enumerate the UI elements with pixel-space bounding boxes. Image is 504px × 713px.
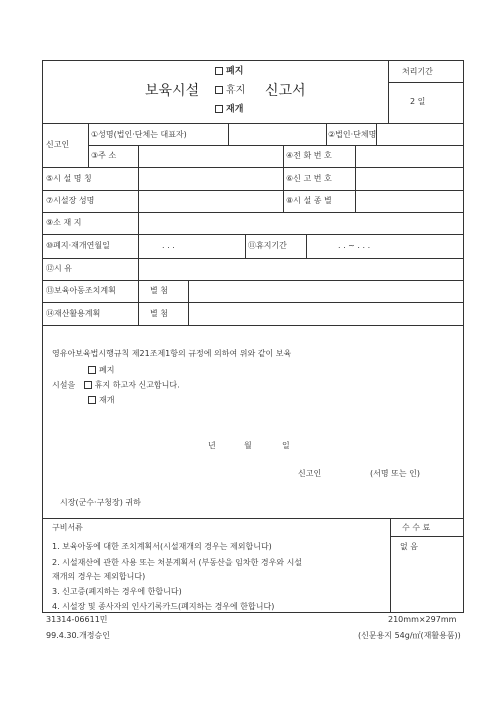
checkbox-icon <box>84 381 92 389</box>
title-prefix: 보육시설 <box>145 83 200 99</box>
paper-note: (신문용지 54g/㎡(재활용품)) <box>358 631 461 640</box>
field-closure-date-value: . . . <box>162 241 175 250</box>
checkbox-icon <box>88 396 96 404</box>
field-facility-name-label: ⑤시 설 명 칭 <box>46 174 92 183</box>
statement-line-1: 영유아보육법시행규칙 제21조제1항의 규정에 의하여 위와 같이 보육 <box>52 349 292 358</box>
statement-option-closure: 폐지 <box>88 366 114 375</box>
field-reason-label: ⑫시 유 <box>46 264 72 273</box>
checkbox-icon <box>215 67 223 75</box>
field-facility-type-label: ⑧시 설 종 별 <box>286 196 332 205</box>
fee-value: 없 음 <box>400 542 418 551</box>
field-address-label: ③주 소 <box>91 151 117 160</box>
signature-hint: (서명 또는 인) <box>370 469 420 478</box>
field-property-plan-value: 별 첨 <box>150 309 168 318</box>
field-corp-label: ②법인·단체명 <box>328 130 377 139</box>
attachment-item: 3. 신고증(폐지하는 경우에 한합니다) <box>52 587 182 596</box>
addressee: 시장(군수·구청장) 귀하 <box>60 498 141 507</box>
statement-option-resume: 재개 <box>88 396 114 405</box>
title-suffix: 신고서 <box>265 83 306 99</box>
field-report-no-label: ⑥신 고 번 호 <box>286 174 332 183</box>
processing-value: 2 일 <box>410 97 426 106</box>
field-property-plan-label: ⑭재산활용계획 <box>46 309 101 318</box>
processing-label: 처리기간 <box>402 67 433 76</box>
attachment-item: 4. 시설장 및 종사자의 인사기록카드(폐지하는 경우에 한합니다) <box>52 602 275 611</box>
applicant-label: 신고인 <box>46 140 70 149</box>
checkbox-icon <box>215 105 223 113</box>
signature-label: 신고인 <box>298 469 322 478</box>
field-director-label: ⑦시설장 성명 <box>46 196 95 205</box>
field-location-label: ⑨소 재 지 <box>46 218 82 227</box>
title-option-resume: 재개 <box>215 105 243 115</box>
form-number: 31314-06611민 <box>46 615 108 624</box>
attachment-item: 2. 시설재산에 관한 사용 또는 처분계획서 (부동산을 임차한 경우와 시설 <box>52 558 303 567</box>
title-option-closure: 폐지 <box>215 67 243 77</box>
field-suspension-label: ⑪휴지기간 <box>248 241 287 250</box>
approval-note: 99.4.30.개정승인 <box>46 631 110 640</box>
checkbox-icon <box>215 86 223 94</box>
checkbox-icon <box>88 366 96 374</box>
attachments-title: 구비서류 <box>52 523 83 532</box>
field-child-plan-label: ⑬보육아동조치계획 <box>46 286 116 295</box>
fee-label: 수 수 료 <box>402 523 431 532</box>
title-option-suspension: 휴지 <box>215 86 245 96</box>
paper-size: 210mm×297mm <box>388 615 457 624</box>
field-child-plan-value: 별 첨 <box>150 286 168 295</box>
field-suspension-value: . . ~ . . . <box>338 241 371 250</box>
date-month: 월 <box>244 441 252 450</box>
field-name-label: ①성명(법인·단체는 대표자) <box>91 130 187 139</box>
date-year: 년 <box>208 441 216 450</box>
field-closure-date-label: ⑩폐지·재개연월일 <box>46 241 110 250</box>
attachment-item: 재개의 경우는 제외합니다) <box>52 572 146 581</box>
statement-line-2: 시설을 휴지 하고자 신고합니다. <box>52 380 180 390</box>
field-phone-label: ④전 화 번 호 <box>286 151 332 160</box>
date-day: 일 <box>282 441 290 450</box>
attachment-item: 1. 보육아동에 대한 조치계획서(시설재개의 경우는 제외합니다) <box>52 542 272 551</box>
